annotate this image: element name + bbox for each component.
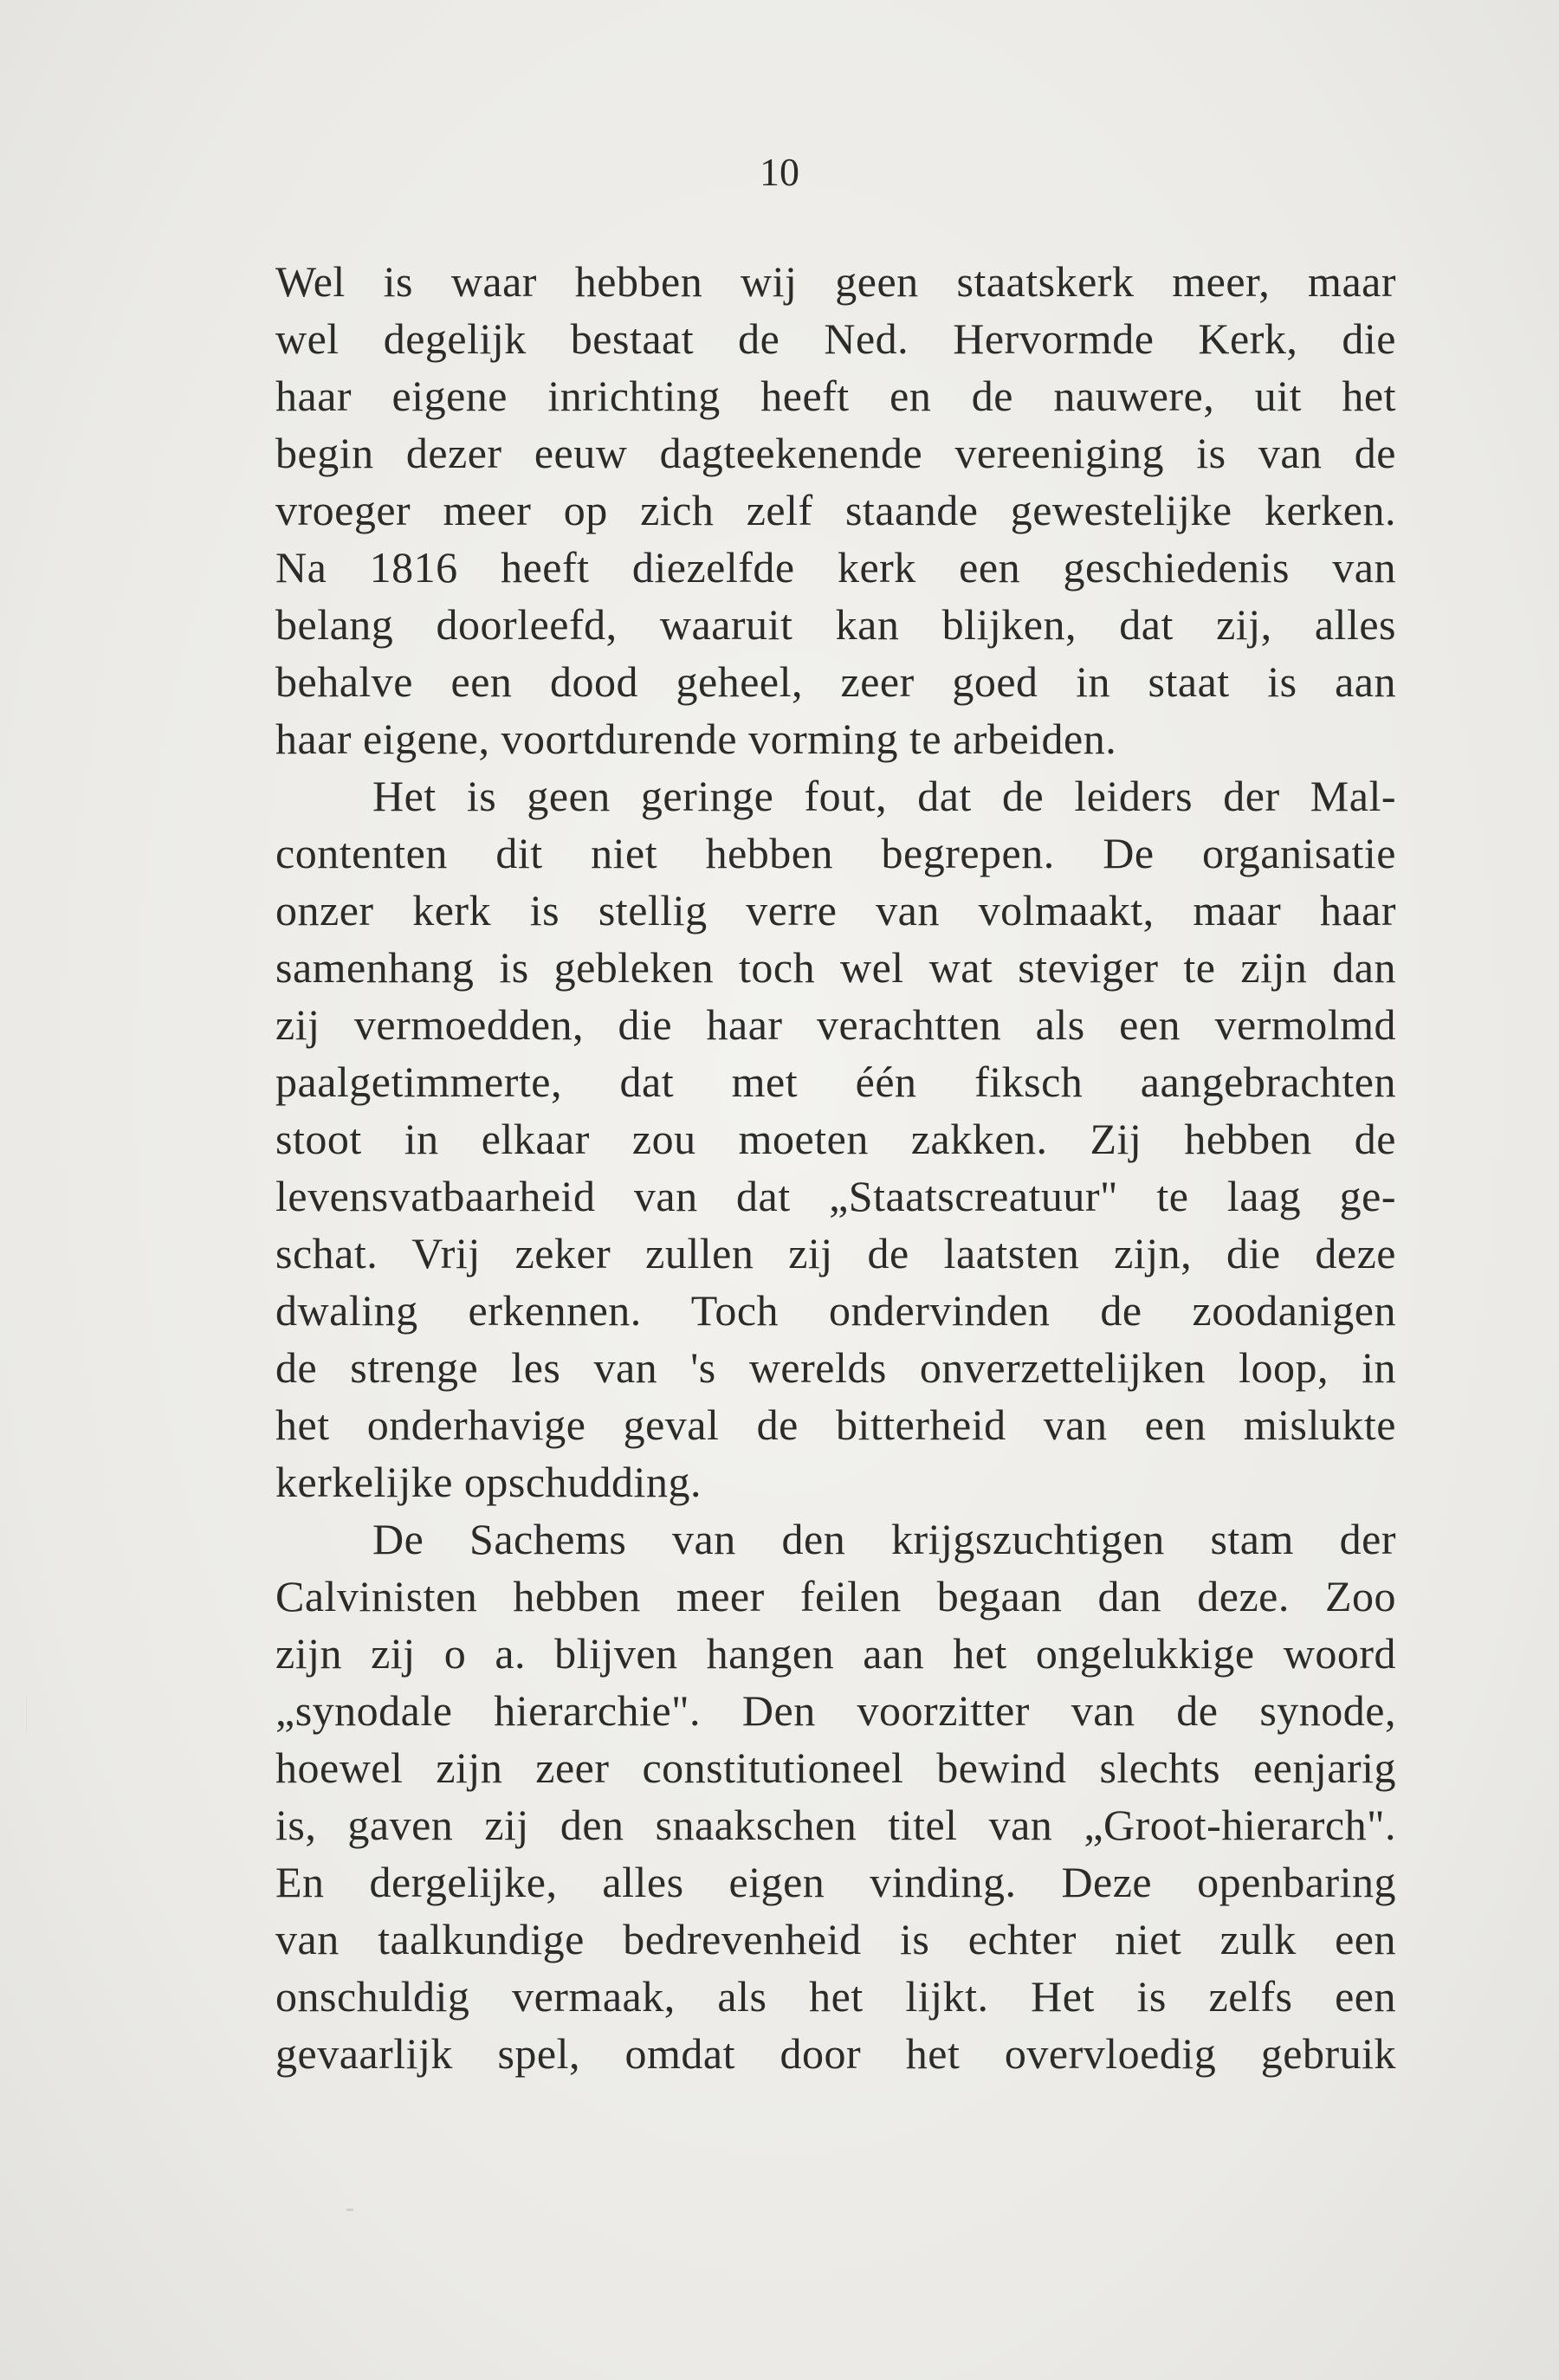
text-line: onschuldig vermaak, als het lijkt. Het is zelfs een <box>275 1972 1396 2021</box>
text-line: van taalkundige bedrevenheid is echter niet zulk een <box>275 1915 1396 1963</box>
text-line: Wel is waar hebben wij geen staatskerk meer, maar <box>275 257 1396 306</box>
text-line: wel degelijk bestaat de Ned. Hervormde Kerk, die <box>275 314 1396 363</box>
text-line: „synodale hierarchie". Den voorzitter van de synode, <box>275 1686 1396 1735</box>
text-line: haar eigene, voortdurende vorming te arbeiden. <box>275 715 1117 763</box>
text-line: stoot in elkaar zou moeten zakken. Zij hebben de <box>275 1115 1396 1163</box>
text-line: behalve een dood geheel, zeer goed in staat is aan <box>275 657 1396 706</box>
text-line: Na 1816 heeft diezelfde kerk een geschiedenis van <box>275 543 1396 592</box>
text-line: levensvatbaarheid van dat „Staatscreatuur" te laag ge- <box>275 1172 1396 1220</box>
text-line: dwaling erkennen. Toch ondervinden de zoodanigen <box>275 1286 1396 1335</box>
text-line: gevaarlijk spel, omdat door het overvloedig gebruik <box>275 2029 1396 2078</box>
page-number: 10 <box>760 150 799 194</box>
text-line: het onderhavige geval de bitterheid van een mislukte <box>275 1400 1396 1449</box>
text-line: begin dezer eeuw dagteekenende vereeniging is van de <box>275 429 1396 477</box>
text-line: is, gaven zij den snaakschen titel van „Groot-hierarch". <box>275 1801 1396 1849</box>
text-line: onzer kerk is stellig verre van volmaakt, maar haar <box>275 886 1396 935</box>
text-line: samenhang is gebleken toch wel wat steviger te zijn dan <box>275 943 1396 992</box>
text-line: zijn zij o a. blijven hangen aan het ongelukkige woord <box>275 1629 1396 1678</box>
text-line: kerkelijke opschudding. <box>275 1458 702 1506</box>
text-line: contenten dit niet hebben begrepen. De organisatie <box>275 829 1396 877</box>
text-line: schat. Vrij zeker zullen zij de laatsten zijn, die deze <box>275 1229 1396 1277</box>
scan-smudge <box>26 1698 39 1732</box>
text-line: de strenge les van 's werelds onverzettelijken loop, in <box>275 1343 1396 1392</box>
scan-mark <box>346 2209 353 2211</box>
text-line: Het is geen geringe fout, dat de leiders der Mal- <box>372 772 1396 820</box>
body-text <box>275 253 1396 2082</box>
text-line: De Sachems van den krijgszuchtigen stam der <box>372 1515 1396 1563</box>
text-line: Calvinisten hebben meer feilen begaan dan deze. Zoo <box>275 1572 1396 1620</box>
text-line: zij vermoedden, die haar verachtten als een vermolmd <box>275 1000 1396 1049</box>
text-line: paalgetimmerte, dat met één fiksch aangebrachten <box>275 1057 1396 1106</box>
text-line: En dergelijke, alles eigen vinding. Deze openbaring <box>275 1858 1396 1906</box>
text-line: belang doorleefd, waaruit kan blijken, dat zij, alles <box>275 600 1396 649</box>
text-line: haar eigene inrichting heeft en de nauwere, uit het <box>275 372 1396 420</box>
text-line: vroeger meer op zich zelf staande gewestelijke kerken. <box>275 486 1396 534</box>
text-line: hoewel zijn zeer constitutioneel bewind slechts eenjarig <box>275 1743 1396 1792</box>
